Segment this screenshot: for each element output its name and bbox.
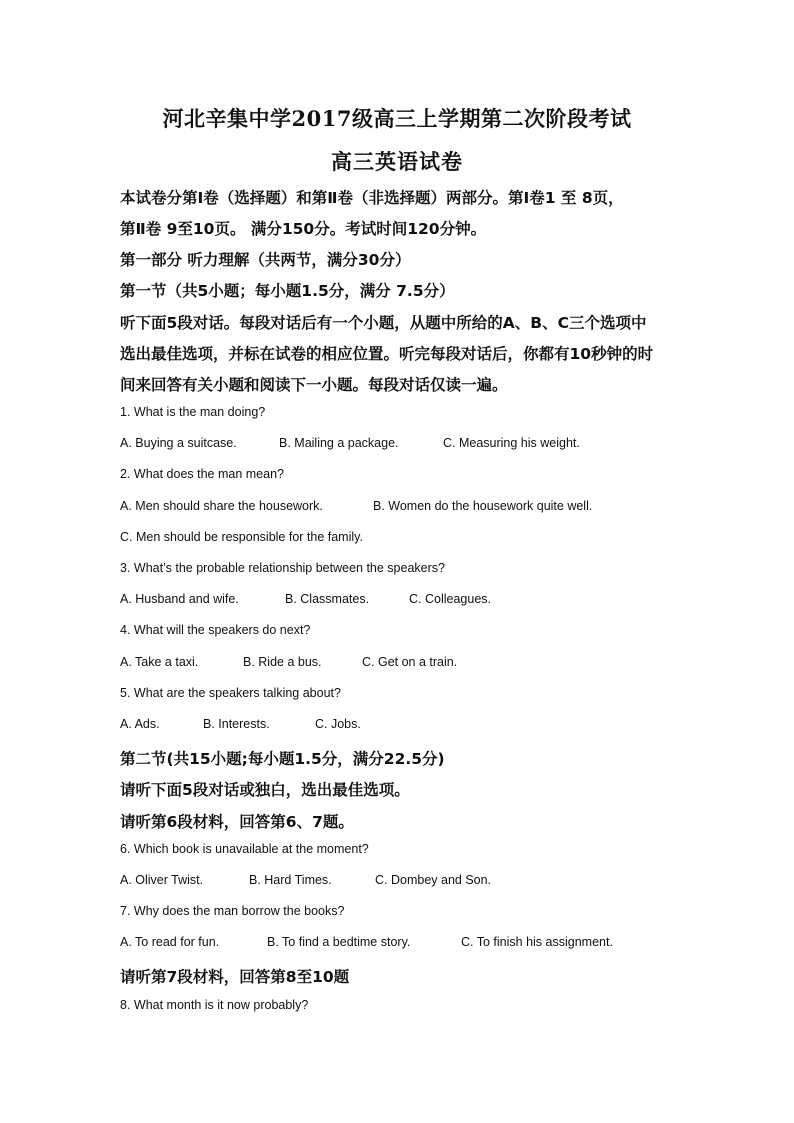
question-2: 2. What does the man mean? bbox=[120, 467, 284, 481]
part1-heading: 第一部分 听力理解（共两节，满分30分） bbox=[120, 251, 411, 269]
question-7: 7. Why does the man borrow the books? bbox=[120, 904, 345, 918]
question-5: 5. What are the speakers talking about? bbox=[120, 686, 341, 700]
q3-option-a: A. Husband and wife. bbox=[120, 592, 239, 606]
section1-instruction-1: 听下面5段对话。每段对话后有一个小题，从题中所给的A、B、C三个选项中 bbox=[120, 314, 647, 332]
question-3: 3. What’s the probable relationship between the speakers? bbox=[120, 561, 445, 575]
q2-option-c: C. Men should be responsible for the family. bbox=[120, 530, 363, 544]
q7-option-c: C. To finish his assignment. bbox=[461, 935, 613, 949]
question-1: 1. What is the man doing? bbox=[120, 405, 266, 419]
q3-option-b: B. Classmates. bbox=[285, 592, 370, 606]
q4-option-b: B. Ride a bus. bbox=[243, 655, 322, 669]
section1-heading: 第一节（共5小题；每小题1.5分，满分 7.5分） bbox=[120, 282, 455, 300]
q6-option-c: C. Dombey and Son. bbox=[375, 873, 492, 887]
q5-option-b: B. Interests. bbox=[203, 717, 270, 731]
material-6-heading: 请听第6段材料，回答第6、7题。 bbox=[120, 813, 354, 831]
q7-option-a: A. To read for fun. bbox=[120, 935, 220, 949]
exam-subtitle: 高三英语试卷 bbox=[331, 149, 463, 174]
q5-option-a: A. Ads. bbox=[120, 717, 160, 731]
exam-title: 河北辛集中学2017级高三上学期第二次阶段考试 bbox=[162, 106, 632, 131]
section2-instruction: 请听下面5段对话或独白，选出最佳选项。 bbox=[120, 781, 410, 799]
q1-option-c: C. Measuring his weight. bbox=[443, 436, 580, 450]
intro-line-1: 本试卷分第Ⅰ卷（选择题）和第Ⅱ卷（非选择题）两部分。第Ⅰ卷1 至 8页， bbox=[120, 189, 624, 207]
q4-option-c: C. Get on a train. bbox=[362, 655, 458, 669]
q6-option-b: B. Hard Times. bbox=[249, 873, 332, 887]
q2-option-a: A. Men should share the housework. bbox=[120, 499, 323, 513]
question-4: 4. What will the speakers do next? bbox=[120, 623, 311, 637]
question-6: 6. Which book is unavailable at the moment? bbox=[120, 842, 369, 856]
q1-option-b: B. Mailing a package. bbox=[279, 436, 399, 450]
section1-instruction-3: 间来回答有关小题和阅读下一小题。每段对话仅读一遍。 bbox=[120, 376, 508, 394]
q1-option-a: A. Buying a suitcase. bbox=[120, 436, 237, 450]
q5-option-c: C. Jobs. bbox=[315, 717, 361, 731]
intro-line-2: 第Ⅱ卷 9至10页。 满分150分。考试时间120分钟。 bbox=[120, 220, 487, 238]
section1-instruction-2: 选出最佳选项，并标在试卷的相应位置。听完每段对话后，你都有10秒钟的时 bbox=[120, 345, 654, 363]
q3-option-c: C. Colleagues. bbox=[409, 592, 491, 606]
section2-heading: 第二节(共15小题;每小题1.5分，满分22.5分) bbox=[120, 750, 445, 768]
q4-option-a: A. Take a taxi. bbox=[120, 655, 199, 669]
q6-option-a: A. Oliver Twist. bbox=[120, 873, 204, 887]
material-7-heading: 请听第7段材料，回答第8至10题 bbox=[120, 968, 350, 986]
q7-option-b: B. To find a bedtime story. bbox=[267, 935, 411, 949]
question-8: 8. What month is it now probably? bbox=[120, 998, 309, 1012]
q2-option-b: B. Women do the housework quite well. bbox=[373, 499, 593, 513]
